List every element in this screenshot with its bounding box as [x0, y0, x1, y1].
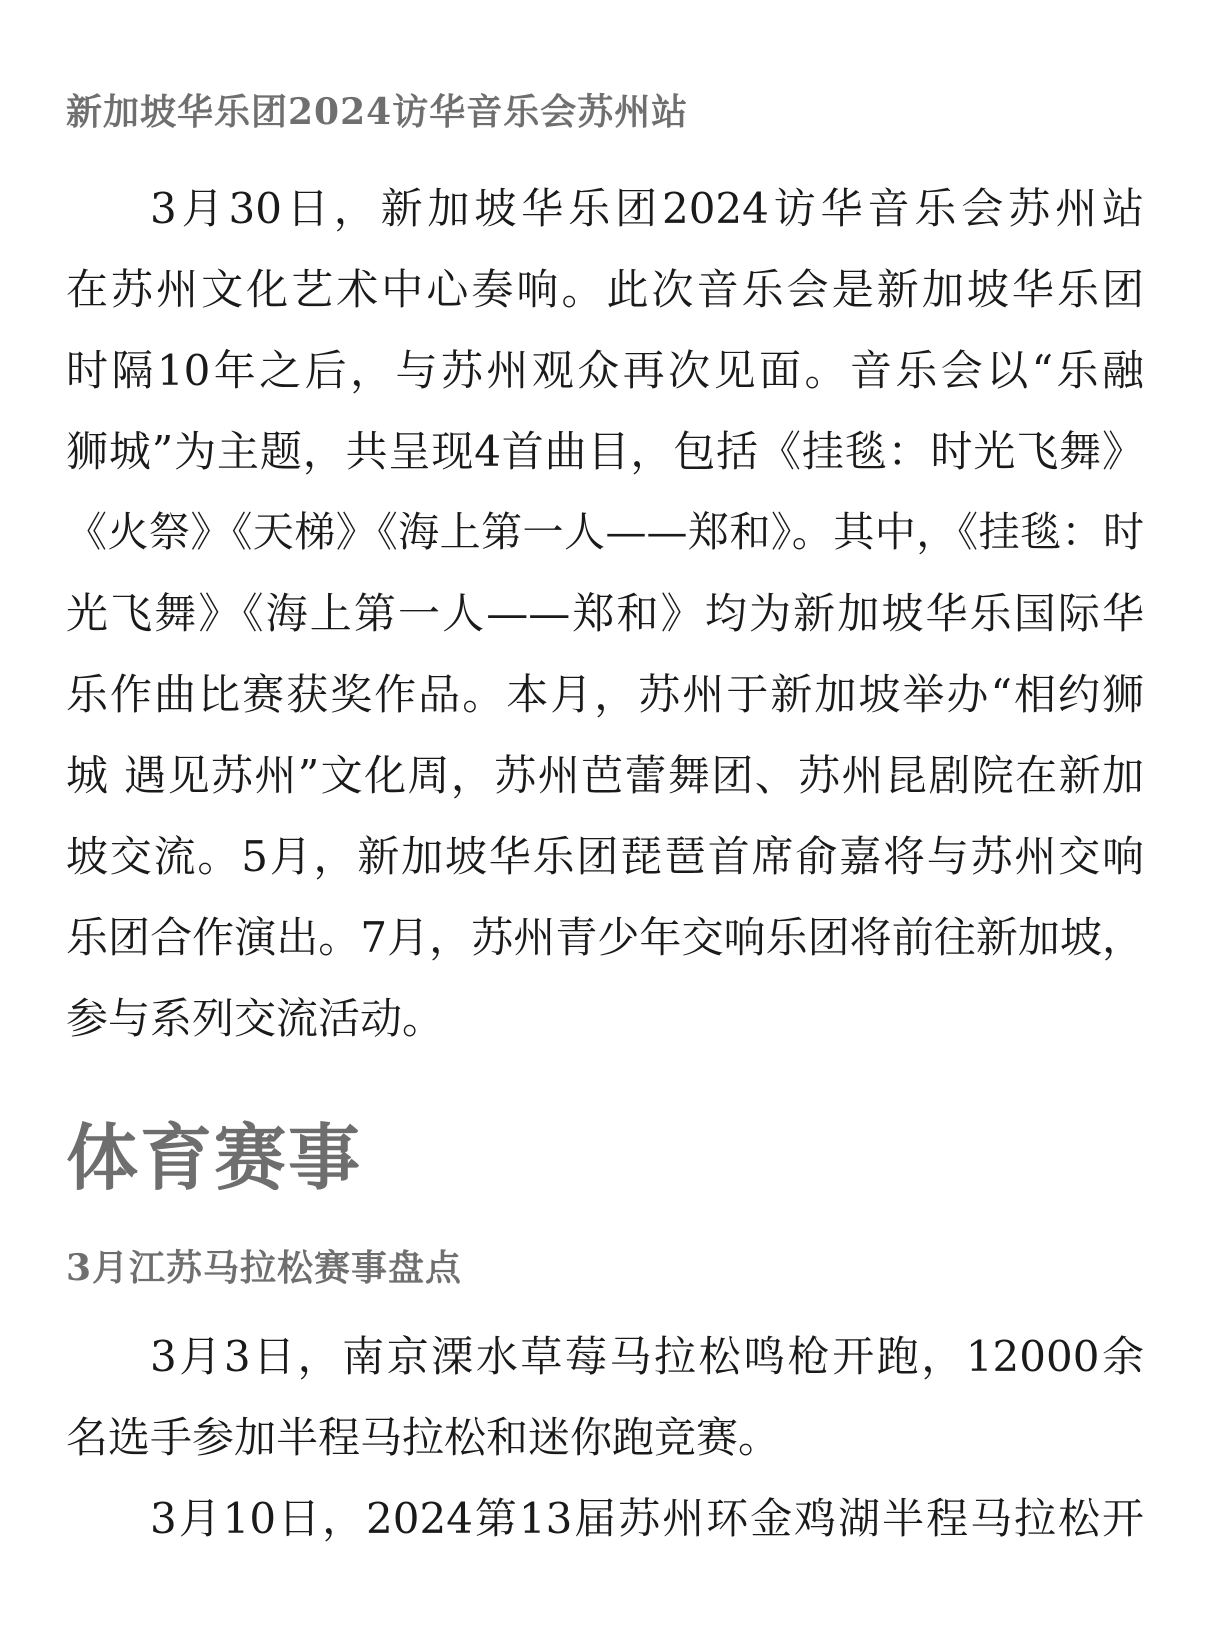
- article-body-marathon-2: [66, 1478, 1144, 1559]
- article-title-marathon: 3月江苏马拉松赛事盘点: [66, 1247, 463, 1289]
- article-body-concert: [66, 168, 1144, 1059]
- paragraph-line: 乐团合作演出。7月，苏州青少年交响乐团将前往新加坡，: [66, 913, 1144, 962]
- paragraph-line: 参与系列交流活动。: [66, 994, 445, 1043]
- section-heading-sports: 体育赛事: [66, 1116, 363, 1200]
- paragraph-line: 在苏州文化艺术中心奏响。此次音乐会是新加坡华乐团: [66, 265, 1144, 314]
- article-title-concert: 新加坡华乐团2024访华音乐会苏州站: [66, 91, 689, 133]
- paragraph-line: 时隔10年之后，与苏州观众再次见面。音乐会以“乐融: [66, 346, 1144, 395]
- paragraph-line: 3月10日，2024第13届苏州环金鸡湖半程马拉松开: [150, 1494, 1144, 1543]
- paragraph-line: 光飞舞》《海上第一人——郑和》均为新加坡华乐国际华: [66, 589, 1144, 638]
- article-body-marathon-1: [66, 1316, 1144, 1478]
- paragraph-line: 3月30日，新加坡华乐团2024访华音乐会苏州站: [150, 184, 1144, 233]
- paragraph-line: 名选手参加半程马拉松和迷你跑竞赛。: [66, 1413, 781, 1462]
- paragraph-line: 乐作曲比赛获奖作品。本月，苏州于新加坡举办“相约狮: [66, 670, 1144, 719]
- paragraph-line: 坡交流。5月，新加坡华乐团琵琶首席俞嘉将与苏州交响: [66, 832, 1144, 881]
- paragraph-line: 《火祭》《天梯》《海上第一人——郑和》。其中，《挂毯：时: [66, 508, 1144, 556]
- paragraph-line: 狮城”为主题，共呈现4首曲目，包括《挂毯：时光飞舞》: [66, 427, 1144, 476]
- paragraph-line: 3月3日，南京溧水草莓马拉松鸣枪开跑，12000余: [150, 1332, 1144, 1381]
- paragraph-line: 城 遇见苏州”文化周，苏州芭蕾舞团、苏州昆剧院在新加: [66, 751, 1144, 800]
